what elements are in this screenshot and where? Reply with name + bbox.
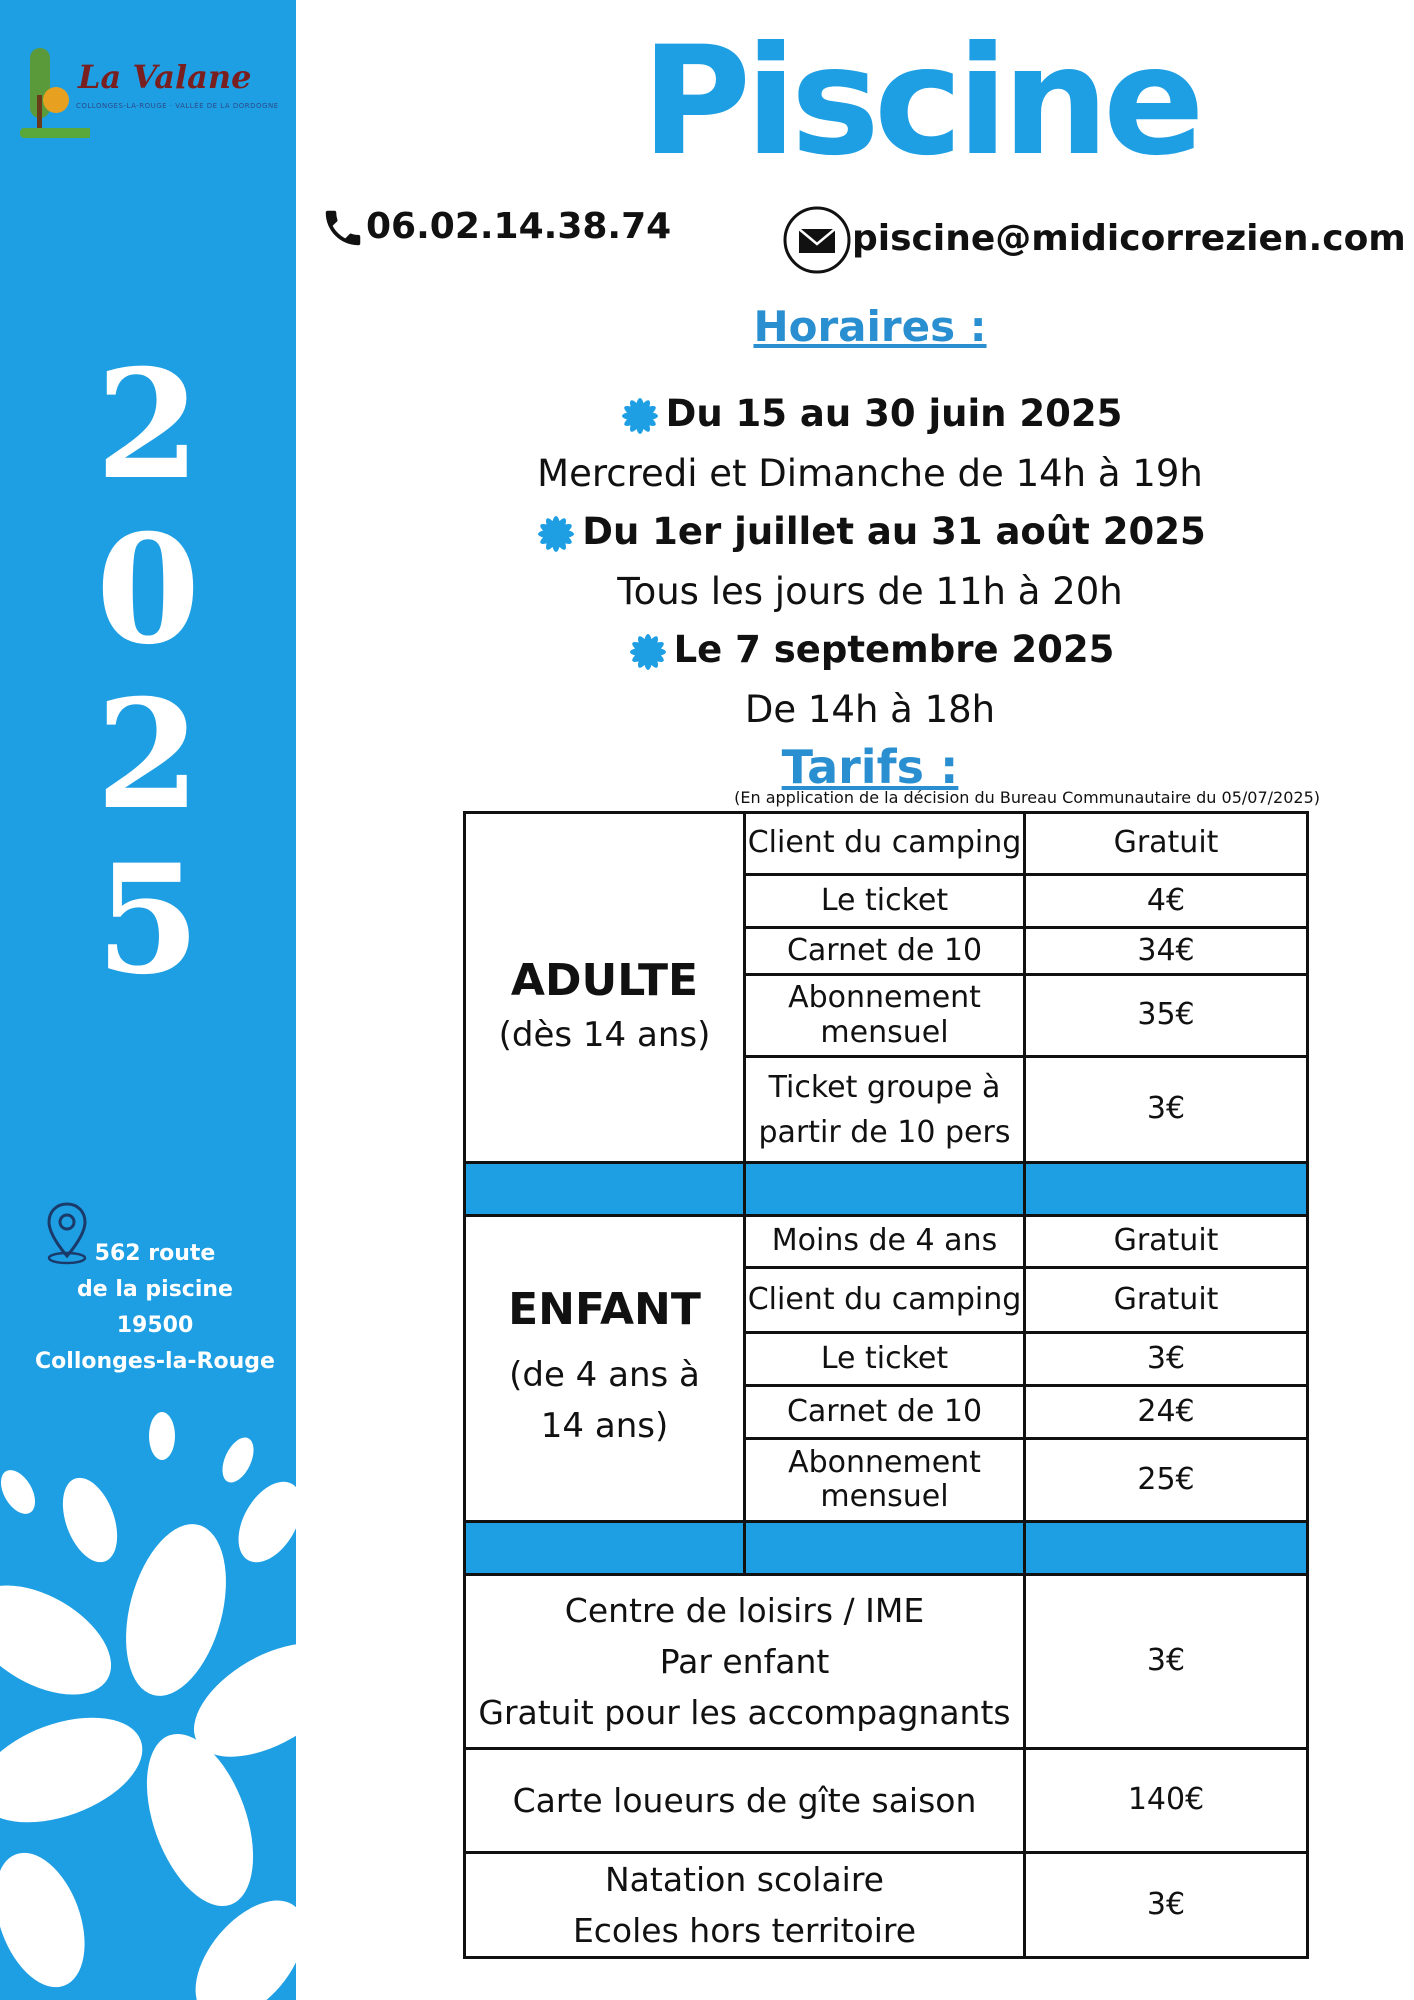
- email-address[interactable]: piscine@midicorrezien.com: [852, 218, 1406, 259]
- period-date: Du 1er juillet au 31 août 2025: [582, 510, 1206, 553]
- email-contact: [782, 205, 1406, 275]
- price-item: Carte loueurs de gîte saison: [463, 1747, 1026, 1854]
- category-label: ENFANT: [508, 1284, 701, 1336]
- period-date: Du 15 au 30 juin 2025: [665, 392, 1123, 435]
- price-value: 24€: [1023, 1384, 1309, 1440]
- logo: [20, 40, 279, 140]
- category-age: (de 4 ans à 14 ans): [509, 1354, 700, 1446]
- price-value: 35€: [1023, 973, 1309, 1058]
- price-item: Natation scolaire Ecoles hors territoire: [463, 1851, 1026, 1959]
- flower-decoration: [0, 1400, 296, 2000]
- period-hours: De 14h à 18h: [744, 688, 996, 731]
- separator-cell: [1023, 1161, 1309, 1217]
- flower-star-icon: [626, 630, 670, 674]
- period-hours: Mercredi et Dimanche de 14h à 19h: [537, 452, 1203, 495]
- price-value: 140€: [1023, 1747, 1309, 1854]
- period-date: Le 7 septembre 2025: [673, 628, 1115, 671]
- phone-number[interactable]: 06.02.14.38.74: [366, 206, 672, 247]
- address-line: de la piscine: [77, 1277, 233, 1302]
- price-value: Gratuit: [1023, 811, 1309, 876]
- price-value: 3€: [1023, 1331, 1309, 1387]
- page-title: Piscine: [641, 15, 1199, 189]
- period-heading: [420, 510, 1320, 556]
- logo-subtitle: COLLONGES-LA-ROUGE · VALLÉE DE LA DORDOGNE: [76, 102, 279, 110]
- price-value: 3€: [1023, 1573, 1309, 1750]
- separator-cell: [743, 1520, 1026, 1576]
- year-digit: 2: [95, 667, 201, 843]
- price-item: Carnet de 10: [743, 1384, 1026, 1440]
- price-item: Client du camping: [743, 811, 1026, 876]
- sidebar: [0, 0, 296, 2000]
- price-table: [463, 811, 1309, 1959]
- period-hours: Tous les jours de 11h à 20h: [617, 570, 1123, 613]
- category-label: ADULTE: [510, 954, 699, 1006]
- price-item: Ticket groupe à partir de 10 pers: [743, 1055, 1026, 1164]
- year-digit: 0: [95, 502, 201, 678]
- price-item: Carnet de 10: [743, 926, 1026, 976]
- price-value: Gratuit: [1023, 1214, 1309, 1269]
- period-heading: [420, 392, 1320, 438]
- adulte-label-cell: [463, 811, 746, 1164]
- address: [30, 1236, 280, 1380]
- phone-icon: [320, 205, 366, 251]
- category-age: (dès 14 ans): [498, 1015, 711, 1056]
- year-digit: 2: [95, 337, 201, 513]
- price-item: Le ticket: [743, 1331, 1026, 1387]
- separator-cell: [1023, 1520, 1309, 1576]
- price-value: 3€: [1023, 1851, 1309, 1959]
- price-item: Moins de 4 ans: [743, 1214, 1026, 1269]
- period-heading: [420, 628, 1320, 674]
- horaires-title: Horaires :: [753, 302, 987, 351]
- price-item: Centre de loisirs / IME Par enfant Gratuit pour les accompagnants: [463, 1573, 1026, 1750]
- price-value: Gratuit: [1023, 1266, 1309, 1334]
- separator-cell: [743, 1161, 1026, 1217]
- flower-star-icon: [534, 512, 578, 556]
- flower-star-icon: [618, 394, 662, 438]
- price-value: 34€: [1023, 926, 1309, 976]
- year-digit: 5: [95, 832, 201, 1008]
- price-item: Abonnement mensuel: [743, 1437, 1026, 1523]
- address-line: 19500: [116, 1313, 194, 1338]
- tarifs-note: (En application de la décision du Bureau Communautaire du 05/07/2025): [734, 788, 1320, 807]
- logo-title: La Valane: [78, 58, 252, 96]
- separator-cell: [463, 1161, 746, 1217]
- phone-contact: [320, 205, 671, 251]
- price-value: 3€: [1023, 1055, 1309, 1164]
- address-line: 562 route: [94, 1241, 216, 1266]
- enfant-label-cell: [463, 1214, 746, 1523]
- price-item: Abonnement mensuel: [743, 973, 1026, 1058]
- price-value: 25€: [1023, 1437, 1309, 1523]
- price-item: Client du camping: [743, 1266, 1026, 1334]
- price-value: 4€: [1023, 873, 1309, 929]
- tarifs-title: Tarifs :: [781, 740, 959, 794]
- price-item: Le ticket: [743, 873, 1026, 929]
- envelope-icon: [782, 205, 852, 275]
- address-line: Collonges-la-Rouge: [35, 1349, 275, 1374]
- separator-cell: [463, 1520, 746, 1576]
